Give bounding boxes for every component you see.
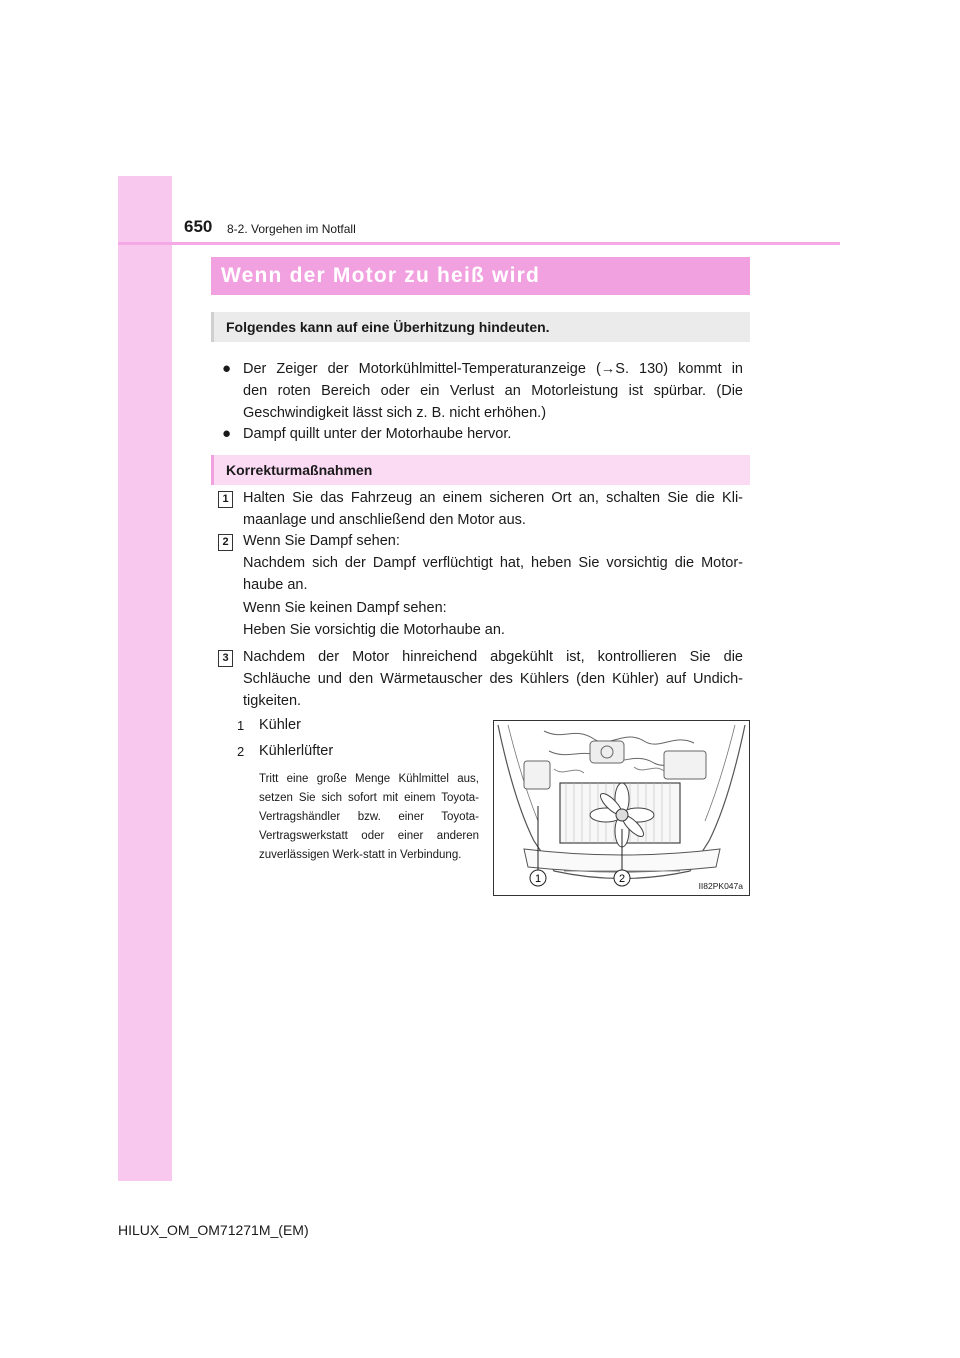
step-3-line-2: Schläuche und den Wärmetauscher des Kühlers (den Kühler) auf Undich- [243, 671, 743, 687]
bullet-1-line-2: den roten Bereich oder ein Verlust an Motorleistung ist spürbar. (Die [243, 383, 743, 399]
step-3-text [243, 646, 743, 712]
page-number: 650 [184, 217, 213, 236]
step-2-line-2: Nachdem sich der Dampf verflüchtigt hat, heben Sie vorsichtig die Motor- [243, 555, 743, 571]
page-title: Wenn der Motor zu heiß wird [221, 264, 541, 287]
engine-compartment-figure [493, 720, 750, 896]
step-3-line-1: Nachdem der Motor hinreichend abgekühlt ist, kontrollieren Sie die [243, 649, 743, 665]
figure-marker-1: 1 [534, 873, 542, 885]
step-2-line-3: haube an. [243, 577, 308, 593]
bullet-2-text [243, 423, 743, 445]
step-3-line-3: tigkeiten. [243, 693, 302, 709]
step-2-alt-line-2: Heben Sie vorsichtig die Motorhaube an. [243, 622, 505, 638]
bullet-1-line-3: Geschwindigkeit lässt sich z. B. nicht erhöhen.) [243, 405, 547, 421]
page-title-bar [211, 257, 750, 295]
bullet-icon: ● [222, 360, 232, 377]
step-2-alt-line-1: Wenn Sie keinen Dampf sehen: [243, 600, 447, 616]
step-2-text [243, 530, 743, 596]
step-2-number: 2 [218, 534, 233, 551]
bullet-icon: ● [222, 425, 232, 442]
step-2-line-1: Wenn Sie Dampf sehen: [243, 533, 400, 549]
corrective-heading: Korrekturmaßnahmen [226, 462, 373, 478]
callout-1-number: 1 [237, 718, 245, 733]
bullet-2-line-1: Dampf quillt unter der Motorhaube hervor. [243, 426, 512, 442]
figure-id: II82PK047a [698, 881, 743, 891]
step-1-line-2: maanlage und anschließend den Motor aus. [243, 512, 526, 528]
engine-illustration [494, 721, 749, 895]
figure-marker-2: 2 [618, 873, 626, 885]
symptoms-heading-bar [211, 312, 750, 342]
section-title: 8-2. Vorgehen im Notfall [227, 222, 356, 236]
step-1-number: 1 [218, 491, 233, 508]
callout-1-label: Kühler [259, 717, 301, 733]
bullet-1-line-1: Der Zeiger der Motorkühlmittel-Temperaturanzeige (→S. 130) kommt in [243, 361, 743, 377]
side-tab-strip [118, 176, 172, 1181]
footer-code: HILUX_OM_OM71271M_(EM) [118, 1222, 309, 1238]
step-2-text-alt [243, 597, 743, 641]
step-3-number: 3 [218, 650, 233, 667]
step-1-line-1: Halten Sie das Fahrzeug an einem sicheren Ort an, schalten Sie die Kli- [243, 490, 743, 506]
bullet-1-text [243, 358, 743, 424]
step-1-text [243, 487, 743, 531]
callout-2-label: Kühlerlüfter [259, 743, 334, 759]
callout-2-number: 2 [237, 744, 245, 759]
symptoms-heading: Folgendes kann auf eine Überhitzung hindeuten. [226, 319, 550, 335]
corrective-heading-bar [211, 455, 750, 485]
header-rule [118, 242, 840, 245]
warning-note: Tritt eine große Menge Kühlmittel aus, setzen Sie sich sofort mit einem Toyota-Vertragshändler bzw. einer Toyota-Vertragswerkstatt oder einer anderen zuverlässigen Werk-statt in Verbindung. [259, 773, 479, 861]
